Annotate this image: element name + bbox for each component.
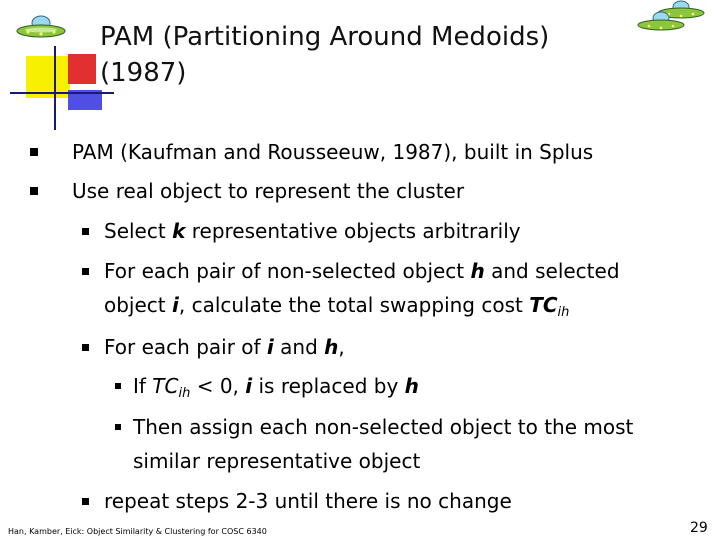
slide-title-line2: (1987)	[100, 58, 187, 88]
bullet-marker	[30, 187, 38, 195]
decor-red-square	[68, 54, 96, 84]
bullet-marker	[82, 344, 89, 351]
bullet-marker	[30, 148, 38, 156]
footer-text: Han, Kamber, Eick: Object Similarity & Clustering for COSC 6340	[8, 527, 267, 536]
page-number: 29	[690, 520, 708, 536]
ufo-icon	[16, 14, 66, 42]
bullet-assign-line1: Then assign each non-selected object to the most	[133, 415, 634, 439]
bullet-pair-i-h: For each pair of i and h,	[104, 335, 345, 359]
bullet-marker	[82, 498, 89, 505]
bullet-if-tc: If $TC_{ih} < 0$, i is replaced by h	[133, 374, 419, 401]
bullet-repeat: repeat steps 2-3 until there is no change	[104, 489, 512, 513]
bullet-marker	[82, 228, 89, 235]
bullet-select-k: Select k representative objects arbitrarily	[104, 219, 521, 243]
bullet-each-pair-line1: For each pair of non-selected object h and selected	[104, 259, 620, 283]
decor-horizontal-line	[10, 92, 114, 94]
bullet-marker	[115, 424, 121, 430]
bullet-real-object: Use real object to represent the cluster	[72, 179, 465, 203]
decor-vertical-line	[54, 46, 56, 130]
ufo-icon	[636, 10, 686, 34]
bullet-marker	[82, 268, 89, 275]
bullet-marker	[115, 383, 121, 389]
bullet-assign-line2: similar representative object	[133, 449, 421, 473]
bullet-pam: PAM (Kaufman and Rousseeuw, 1987), built in Splus	[72, 140, 594, 164]
slide-title: PAM (Partitioning Around Medoids)	[100, 22, 550, 52]
bullet-each-pair-line2: object i, calculate the total swapping cost $TC_{ih}$	[104, 293, 570, 320]
